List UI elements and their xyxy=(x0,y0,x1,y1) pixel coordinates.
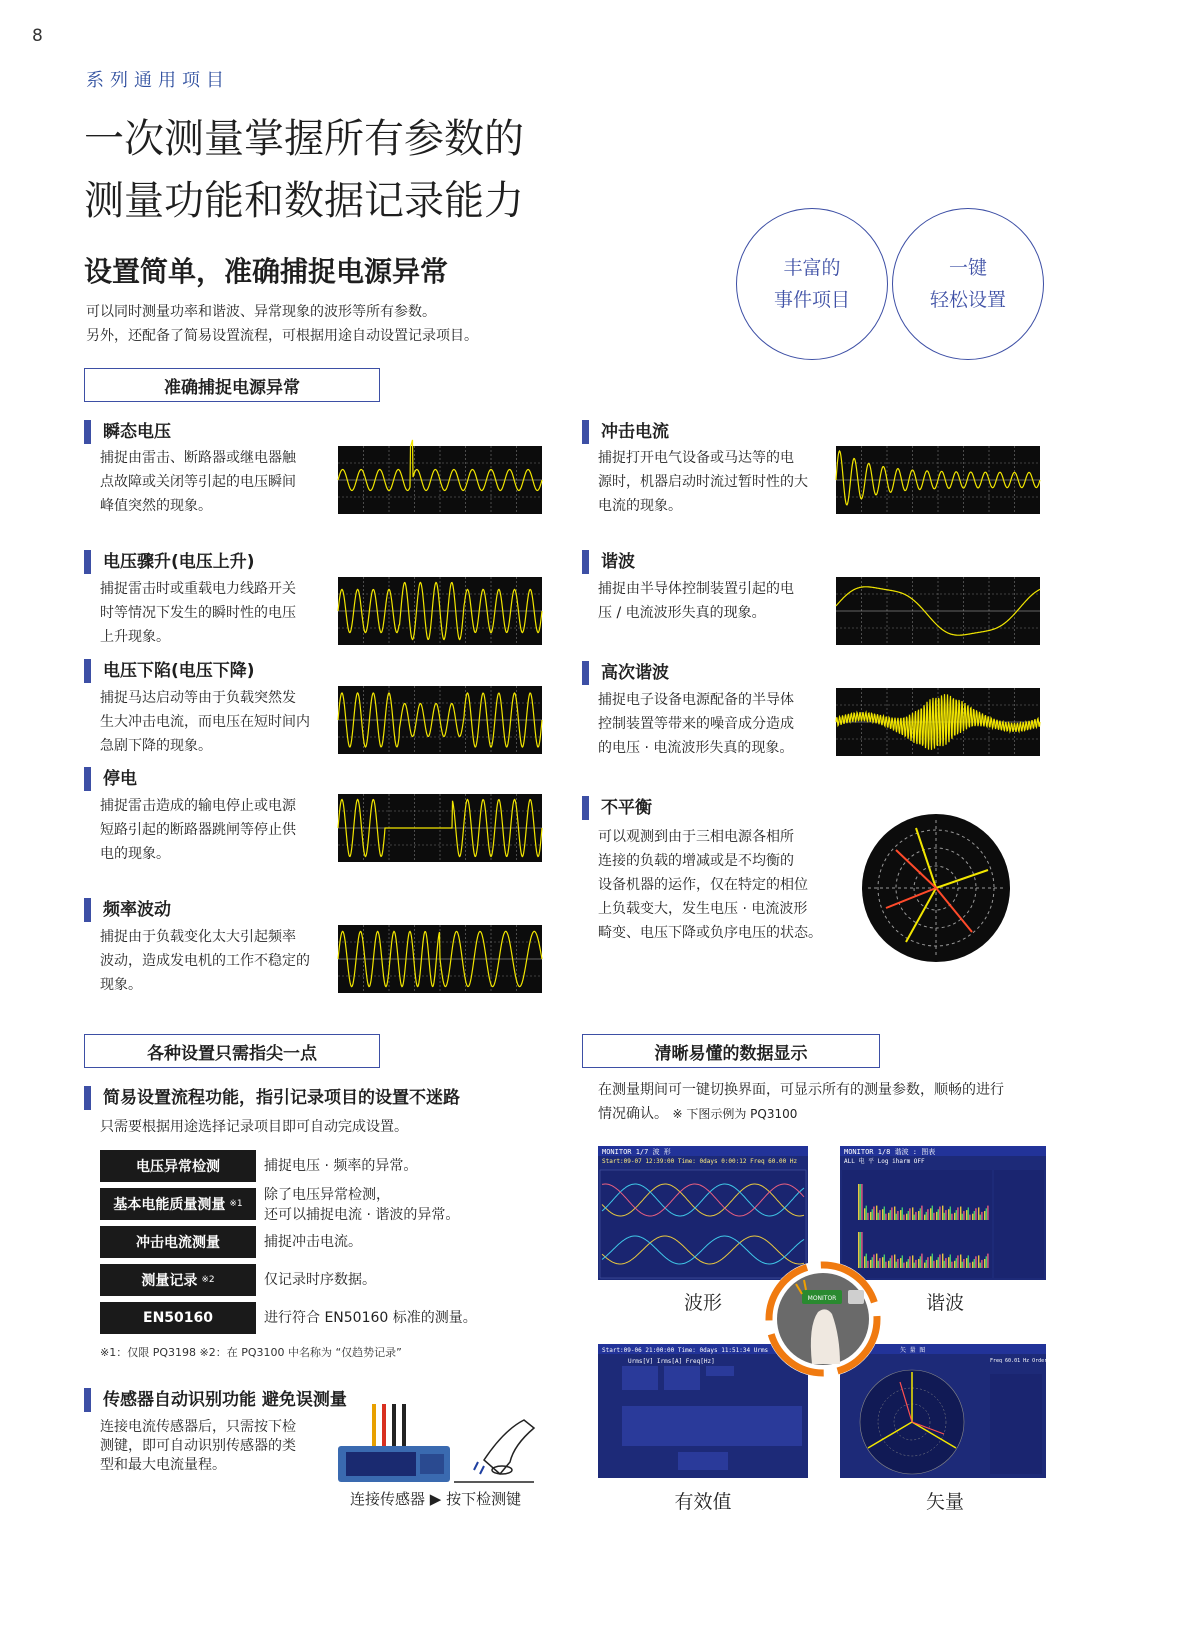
harmonic-bar xyxy=(939,1255,940,1269)
intro-text xyxy=(86,300,478,348)
harmonic-bar xyxy=(894,1207,895,1221)
harmonic-bar xyxy=(969,1215,970,1220)
circle-line1: 一键 xyxy=(948,257,987,279)
desc-line: 上升现象。 xyxy=(100,629,170,645)
harmonic-bar xyxy=(927,1257,928,1268)
harmonic-bar xyxy=(926,1260,927,1268)
harmonic-bar xyxy=(924,1215,925,1220)
harmonic-bar xyxy=(920,1208,921,1220)
harmonic-bar xyxy=(945,1210,946,1220)
option-label: 电压异常检测 xyxy=(136,1159,220,1175)
desc-line: 除了电压异常检测， xyxy=(264,1187,390,1203)
harmonic-bar xyxy=(885,1214,886,1220)
harmonic-bar xyxy=(912,1255,913,1268)
harmonic-bar xyxy=(860,1184,861,1220)
harmonic-bar xyxy=(914,1215,915,1220)
desc-line: 电的现象。 xyxy=(100,846,170,862)
setup-option-basic-quality[interactable] xyxy=(100,1188,256,1220)
harmonic-bar xyxy=(933,1261,934,1268)
desc-line: 捕捉由半导体控制装置引起的电 xyxy=(598,581,794,597)
harmonic-bar xyxy=(914,1263,915,1268)
harmonic-bar xyxy=(903,1263,904,1268)
event-title: 电压下陷(电压下降) xyxy=(84,659,255,683)
event-desc xyxy=(598,577,794,625)
harmonic-bar xyxy=(962,1262,963,1268)
harmonic-bar xyxy=(867,1213,868,1220)
harmonic-bar xyxy=(978,1255,979,1268)
option-desc: 捕捉电压 · 频率的异常。 xyxy=(264,1158,418,1174)
frequency-wave xyxy=(338,925,542,993)
harmonic-bar xyxy=(924,1263,925,1268)
harmonic-bar xyxy=(932,1254,933,1268)
harmonic-bar xyxy=(942,1254,943,1268)
desc-line: 连接的负载的增减或是不均衡的 xyxy=(598,853,794,869)
sensor-heading xyxy=(84,1388,347,1412)
harmonic-bar xyxy=(891,1255,892,1268)
harmonic-bar xyxy=(876,1206,877,1220)
harmonic-bar xyxy=(963,1259,964,1268)
harmonic-bar xyxy=(864,1208,865,1220)
harmonic-bar xyxy=(933,1213,934,1220)
screen-sub: Urms[V] Irms[A] Freq[Hz] xyxy=(628,1358,715,1365)
event-dip xyxy=(84,659,255,683)
harmonic-bar xyxy=(878,1213,879,1220)
desc-line: 畸变、电压下降或负序电压的状态。 xyxy=(598,925,822,941)
harmonic-bar xyxy=(974,1211,975,1220)
harmonic-bar xyxy=(986,1256,987,1268)
harmonic-bar xyxy=(861,1184,862,1220)
desc-line: 型和最大电流量程。 xyxy=(100,1457,226,1473)
harmonic-bar xyxy=(978,1207,979,1220)
desc-line: 情况确认。 xyxy=(598,1106,668,1122)
high-harmonic-wave xyxy=(836,688,1040,756)
desc-line: 捕捉雷击时或重载电力线路开关 xyxy=(100,581,296,597)
desc-line: 生大冲击电流，而电压在短时间内 xyxy=(100,714,310,730)
desc-line: 电流的现象。 xyxy=(598,498,682,514)
inrush-wave xyxy=(836,446,1040,514)
event-title: 瞬态电压 xyxy=(84,420,171,444)
feature-circle-events xyxy=(736,208,888,360)
desc-line: 的电压 · 电流波形失真的现象。 xyxy=(598,740,794,756)
harmonic-bar xyxy=(915,1260,916,1268)
event-inrush xyxy=(582,420,669,444)
event-unbalance xyxy=(582,796,652,820)
screen-caption: 波形 xyxy=(683,1292,722,1314)
harmonic-bar xyxy=(956,1258,957,1268)
event-harmonic xyxy=(582,550,635,574)
harmonic-bar xyxy=(968,1255,969,1268)
desc-line: 上负载变大，发生电压 · 电流波形 xyxy=(598,901,808,917)
desc-line: 峰值突然的现象。 xyxy=(100,498,212,514)
series-tag: 系列通用项目 xyxy=(86,70,230,91)
harmonic-bar xyxy=(981,1260,982,1268)
harmonic-bar xyxy=(930,1256,931,1268)
event-desc xyxy=(598,825,822,945)
harmonic-bar xyxy=(896,1262,897,1268)
harmonic-bar xyxy=(870,1212,871,1220)
section-title: 设置简单，准确捕捉电源异常 xyxy=(84,255,449,288)
event-frequency xyxy=(84,898,171,922)
monitor-button-label: MONITOR xyxy=(807,1295,837,1302)
harmonic-bar xyxy=(966,1210,967,1220)
harmonic-bar xyxy=(972,1214,973,1220)
harmonic-bar xyxy=(938,1209,939,1220)
screen-sub: Start:09-07 12:39:00 Time: 0days 0:00:12 Freq 60.00 Hz xyxy=(602,1158,798,1165)
event-desc xyxy=(100,446,296,518)
setup-option-en50160[interactable] xyxy=(100,1302,256,1334)
harmonic-bar xyxy=(872,1209,873,1220)
harmonic-bar xyxy=(932,1206,933,1220)
setup-option-recording[interactable] xyxy=(100,1264,256,1296)
desc-line: 波动，造成发电机的工作不稳定的 xyxy=(100,953,310,969)
screen-caption: 有效值 xyxy=(674,1491,732,1513)
desc-line: 现象。 xyxy=(100,977,142,993)
harmonic-bar xyxy=(888,1261,889,1268)
desc-line: 源时，机器启动时流过暂时性的大 xyxy=(598,474,808,490)
display-desc xyxy=(598,1078,1004,1126)
event-title: 谐波 xyxy=(582,550,635,574)
desc-line: 急剧下降的现象。 xyxy=(100,738,212,754)
option-desc: 进行符合 EN50160 标准的测量。 xyxy=(264,1310,477,1326)
desc-line: 在测量期间可一键切换界面，可显示所有的测量参数，顺畅的进行 xyxy=(598,1082,1004,1098)
monitor-key-illustration xyxy=(760,1256,886,1382)
harmonic-bar xyxy=(957,1207,958,1220)
harmonic-bar xyxy=(984,1211,985,1220)
harmonic-bar xyxy=(963,1211,964,1220)
harmonic-bar xyxy=(962,1214,963,1220)
main-title xyxy=(84,108,524,232)
dip-wave xyxy=(338,686,542,754)
screen-sub: Freq 60.01 Hz Order 1 xyxy=(990,1358,1054,1364)
setup-footnote: ※1：仅限 PQ3198 ※2：在 PQ3100 中名称为 “仅趋势记录” xyxy=(100,1346,402,1359)
desc-line: 捕捉由于负载变化太大引起频率 xyxy=(100,929,296,945)
intro-line1: 可以同时测量功率和谐波、异常现象的波形等所有参数。 xyxy=(86,304,436,320)
capture-section-header: 准确捕捉电源异常 xyxy=(84,368,380,402)
harmonic-bar xyxy=(945,1258,946,1268)
screen-header: MONITOR 1/8 谐波 : 图表 xyxy=(844,1148,936,1156)
circle-line2: 轻松设置 xyxy=(929,289,1006,311)
harmonic-bar xyxy=(906,1214,907,1220)
sensor-device-illustration xyxy=(334,1400,544,1486)
swell-wave xyxy=(338,577,542,645)
setup-flow-title: 简易设置流程功能，指引记录项目的设置不迷路 xyxy=(84,1086,460,1110)
event-title: 频率波动 xyxy=(84,898,171,922)
setup-option-inrush[interactable] xyxy=(100,1226,256,1258)
harmonic-bar xyxy=(986,1208,987,1220)
event-high-harmonic xyxy=(582,661,669,685)
harmonic-bar xyxy=(903,1215,904,1220)
harmonic-bar xyxy=(981,1212,982,1220)
screen-header: Start:09-06 21:00:00 Time: 0days 11:51:34 Urms xyxy=(602,1347,769,1354)
option-desc: 仅记录时序数据。 xyxy=(264,1272,376,1288)
main-title-line1: 一次测量掌握所有参数的 xyxy=(84,116,524,162)
harmonic-bar xyxy=(921,1254,922,1268)
harmonic-bar xyxy=(873,1207,874,1221)
display-note: ※ 下图示例为 PQ3100 xyxy=(672,1107,798,1121)
event-title: 高次谐波 xyxy=(582,661,669,685)
harmonic-bar xyxy=(948,1209,949,1220)
harmonic-bar xyxy=(956,1210,957,1220)
harmonic-bar xyxy=(884,1207,885,1221)
harmonic-bar xyxy=(975,1256,976,1268)
harmonic-bar xyxy=(944,1213,945,1220)
harmonic-bar xyxy=(915,1212,916,1220)
harmonic-bar xyxy=(942,1206,943,1220)
option-footnote: ※2 xyxy=(201,1275,215,1285)
desc-line: 设备机器的运作，仅在特定的相位 xyxy=(598,877,808,893)
harmonic-bar xyxy=(939,1207,940,1221)
harmonic-wave xyxy=(836,577,1040,645)
harmonic-bar xyxy=(944,1261,945,1268)
harmonic-bar xyxy=(891,1207,892,1220)
harmonic-bar xyxy=(897,1259,898,1268)
harmonic-bar xyxy=(902,1207,903,1220)
harmonic-bar xyxy=(960,1207,961,1221)
desc-line: 捕捉打开电气设备或马达等的电 xyxy=(598,450,794,466)
harmonic-bar xyxy=(984,1259,985,1268)
harmonic-bar xyxy=(909,1208,910,1220)
harmonic-bar xyxy=(866,1206,867,1220)
screen-header: MONITOR 1/7 波 形 xyxy=(602,1148,671,1156)
harmonic-bar xyxy=(921,1206,922,1220)
harmonic-bar xyxy=(938,1257,939,1268)
desc-line: 点故障或关闭等引起的电压瞬间 xyxy=(100,474,296,490)
harmonic-bar xyxy=(954,1213,955,1220)
option-label: EN50160 xyxy=(143,1310,213,1326)
harmonic-bar xyxy=(918,1211,919,1220)
event-title: 冲击电流 xyxy=(582,420,669,444)
desc-line: 可以观测到由于三相电源各相所 xyxy=(598,829,794,845)
harmonic-bar xyxy=(980,1263,981,1268)
harmonic-bar xyxy=(900,1258,901,1268)
harmonic-bar xyxy=(936,1212,937,1220)
event-desc xyxy=(598,446,808,518)
event-title: 电压骤升(电压上升) xyxy=(84,550,255,574)
harmonic-bar xyxy=(966,1258,967,1268)
display-section-header: 清晰易懂的数据显示 xyxy=(582,1034,880,1068)
desc-line: 还可以捕捉电流 · 谐波的异常。 xyxy=(264,1207,460,1223)
harmonic-bar xyxy=(908,1259,909,1268)
harmonic-bar xyxy=(969,1263,970,1268)
event-interruption xyxy=(84,767,137,791)
harmonic-bar xyxy=(957,1255,958,1268)
harmonic-bar xyxy=(858,1184,859,1220)
harmonic-bar xyxy=(951,1262,952,1268)
transient-wave xyxy=(338,446,542,514)
desc-line: 捕捉由雷击、断路器或继电器触 xyxy=(100,450,296,466)
option-desc xyxy=(264,1185,459,1225)
harmonic-bar xyxy=(954,1261,955,1268)
harmonic-bar xyxy=(968,1207,969,1220)
sensor-desc xyxy=(100,1418,296,1475)
intro-line2: 另外，还配备了简易设置流程，可根据用途自动设置记录项目。 xyxy=(86,328,478,344)
harmonic-bar xyxy=(930,1208,931,1220)
harmonic-bar xyxy=(974,1259,975,1268)
harmonic-bar xyxy=(951,1214,952,1220)
event-transient xyxy=(84,420,171,444)
harmonic-bar xyxy=(926,1212,927,1220)
screen-caption: 矢量 xyxy=(925,1491,964,1513)
harmonic-bar xyxy=(980,1215,981,1220)
option-label: 测量记录 xyxy=(141,1273,198,1289)
desc-line: 连接电流传感器后，只需按下检 xyxy=(100,1419,296,1435)
unbalance-vector-diagram xyxy=(860,812,1012,964)
harmonic-bar xyxy=(900,1210,901,1220)
event-desc xyxy=(100,686,310,758)
page-number: 8 xyxy=(32,26,43,46)
circle-line2: 事件项目 xyxy=(773,289,850,311)
harmonic-bar xyxy=(890,1210,891,1220)
desc-line: 短路引起的断路器跳闸等停止供 xyxy=(100,822,296,838)
harmonic-bar xyxy=(975,1208,976,1220)
harmonic-bar xyxy=(890,1258,891,1268)
event-desc xyxy=(100,577,296,649)
desc-line: 控制装置等带来的噪音成分造成 xyxy=(598,716,794,732)
event-swell xyxy=(84,550,255,574)
harmonic-bar xyxy=(902,1255,903,1268)
desc-line: 测键，即可自动识别传感器的类 xyxy=(100,1438,296,1454)
option-label: 冲击电流测量 xyxy=(136,1235,220,1251)
harmonic-bar xyxy=(879,1210,880,1220)
event-desc xyxy=(598,688,794,760)
event-title: 停电 xyxy=(84,767,137,791)
desc-line: 压 / 电流波形失真的现象。 xyxy=(598,605,766,621)
feature-circle-setup xyxy=(892,208,1044,360)
harmonic-bar xyxy=(927,1209,928,1220)
option-footnote: ※1 xyxy=(229,1199,243,1209)
harmonic-bar xyxy=(909,1256,910,1268)
event-desc xyxy=(100,925,310,997)
screen-header: 矢 量 图 xyxy=(900,1347,926,1354)
screen-sub: ALL 电 平 Log iharm OFF xyxy=(844,1158,925,1165)
harmonic-bar xyxy=(918,1259,919,1268)
interruption-wave xyxy=(338,794,542,862)
setup-flow-sub: 只需要根据用途选择记录项目即可自动完成设置。 xyxy=(100,1119,408,1135)
harmonic-bar xyxy=(882,1209,883,1220)
option-label: 基本电能质量测量 xyxy=(113,1197,226,1213)
event-desc xyxy=(100,794,296,866)
harmonic-bar xyxy=(896,1214,897,1220)
harmonic-bar xyxy=(960,1255,961,1269)
harmonic-bar xyxy=(888,1213,889,1220)
option-desc: 捕捉冲击电流。 xyxy=(264,1234,362,1250)
harmonic-bar xyxy=(897,1211,898,1220)
harmonic-bar xyxy=(948,1257,949,1268)
harmonic-bar xyxy=(950,1255,951,1269)
main-title-line2: 测量功能和数据记录能力 xyxy=(84,178,524,224)
desc-line: 捕捉雷击造成的输电停止或电源 xyxy=(100,798,296,814)
desc-line: 捕捉电子设备电源配备的半导体 xyxy=(598,692,794,708)
harmonic-bar xyxy=(920,1256,921,1268)
harmonic-bar xyxy=(987,1254,988,1268)
sensor-title: 传感器自动识别功能 避免误测量 xyxy=(84,1388,347,1412)
harmonic-bar xyxy=(908,1211,909,1220)
sensor-caption: 连接传感器 ▶ 按下检测键 xyxy=(350,1490,522,1508)
setup-flow-heading xyxy=(84,1086,460,1110)
setup-option-voltage[interactable] xyxy=(100,1150,256,1182)
setup-section-header: 各种设置只需指尖一点 xyxy=(84,1034,380,1068)
desc-line: 时等情况下发生的瞬时性的电压 xyxy=(100,605,296,621)
event-title: 不平衡 xyxy=(582,796,652,820)
harmonic-bar xyxy=(906,1262,907,1268)
harmonic-bar xyxy=(987,1206,988,1220)
harmonic-bar xyxy=(936,1260,937,1268)
harmonic-bar xyxy=(972,1262,973,1268)
harmonic-bar xyxy=(950,1207,951,1221)
harmonic-bar xyxy=(894,1255,895,1269)
desc-line: 捕捉马达启动等由于负载突然发 xyxy=(100,690,296,706)
screen-caption: 谐波 xyxy=(925,1292,964,1314)
circle-line1: 丰富的 xyxy=(783,257,841,279)
harmonic-bar xyxy=(912,1207,913,1220)
